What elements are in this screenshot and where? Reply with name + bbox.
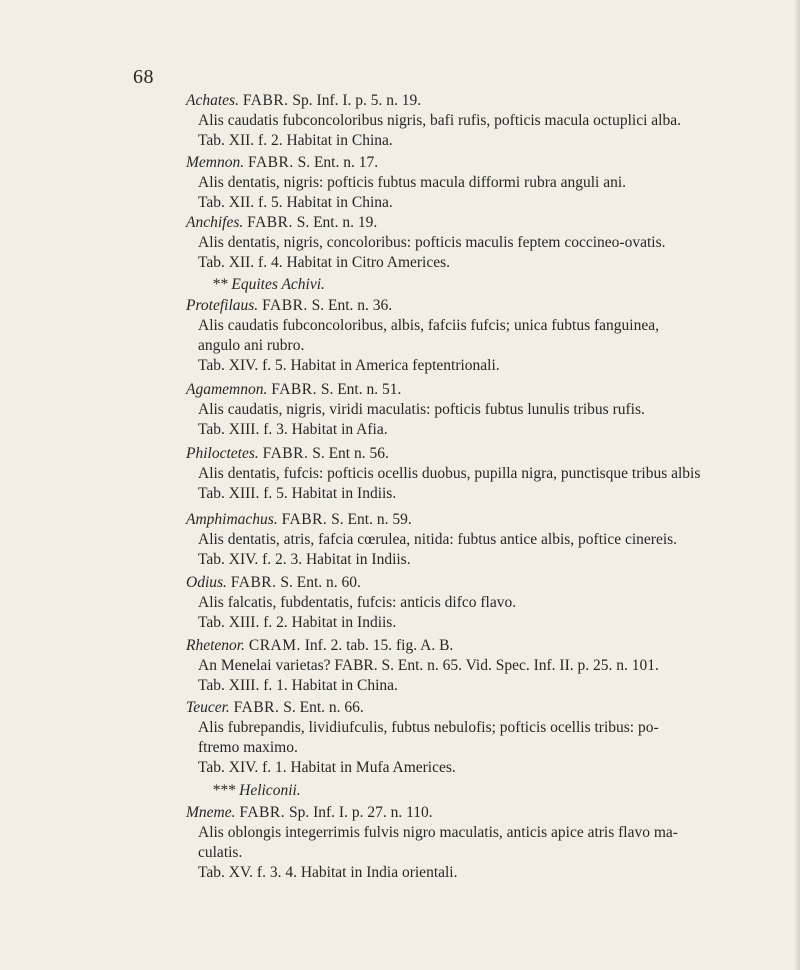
species-name: Philoctetes. (186, 445, 259, 462)
reference-citation: S. Ent. n. 19. (296, 214, 378, 231)
species-description-line: An Menelai varietas? FABR. S. Ent. n. 65. Vid. Spec. Inf. II. p. 25. n. 101. (198, 657, 659, 674)
species-description-line: Tab. XIII. f. 3. Habitat in Afia. (198, 421, 388, 438)
species-description-line: angulo ani rubro. (198, 337, 305, 354)
author-abbrev: FABR. (247, 214, 293, 231)
species-description-line: Alis dentatis, fufcis: pofticis ocellis duobus, pupilla nigra, punctisque tribus albis (198, 465, 701, 482)
species-description-line: Alis fubrepandis, lividiufculis, fubtus nebulofis; pofticis ocellis tribus: po- (198, 719, 659, 736)
section-heading-text: *** Heliconii. (212, 782, 301, 799)
species-heading (186, 91, 421, 111)
species-name: Odius. (186, 574, 227, 591)
species-heading (186, 636, 453, 656)
species-description-line: ftremo maximo. (198, 739, 298, 756)
species-description-line: Alis dentatis, nigris, concoloribus: pofticis maculis feptem coccineo-ovatis. (198, 234, 666, 251)
species-description-line: Tab. XII. f. 5. Habitat in China. (198, 194, 393, 211)
species-heading (186, 510, 412, 530)
section-heading-text: ** Equites Achivi. (212, 276, 325, 293)
reference-citation: S. Ent. n. 59. (331, 511, 412, 528)
author-abbrev: FABR. (262, 297, 308, 314)
author-abbrev: FABR. (271, 381, 317, 398)
reference-citation: S. Ent. n. 60. (280, 574, 361, 591)
reference-citation: S. Ent n. 56. (312, 445, 389, 462)
species-heading (186, 380, 401, 400)
page-edge-shadow (794, 0, 800, 970)
page-number: 68 (133, 66, 154, 88)
species-heading (186, 573, 361, 593)
species-name: Agamemnon. (186, 381, 268, 398)
section-heading (212, 781, 301, 801)
author-abbrev: CRAM. (248, 637, 301, 654)
species-heading (186, 444, 389, 464)
species-description-line: Alis oblongis integerrimis fulvis nigro maculatis, anticis apice atris flavo ma- (198, 824, 678, 841)
species-name: Memnon. (186, 154, 245, 171)
species-description-line: Tab. XV. f. 3. 4. Habitat in India orientali. (198, 864, 458, 881)
species-description-line: Tab. XIII. f. 5. Habitat in Indiis. (198, 485, 397, 502)
species-heading (186, 296, 392, 316)
species-description-line: Tab. XIV. f. 1. Habitat in Mufa Americes. (198, 759, 456, 776)
reference-citation: Sp. Inf. I. p. 27. n. 110. (288, 804, 433, 821)
species-name: Protefilaus. (186, 297, 259, 314)
species-name: Teucer. (186, 699, 230, 716)
species-description-line: Alis caudatis fubconcoloribus nigris, bafi rufis, pofticis macula octuplici alba. (198, 112, 681, 129)
section-heading (212, 275, 325, 295)
author-abbrev: FABR. (262, 445, 309, 462)
species-description-line: Tab. XIV. f. 2. 3. Habitat in Indiis. (198, 551, 411, 568)
reference-citation: S. Ent. n. 17. (297, 154, 379, 171)
species-heading (186, 803, 433, 823)
species-description-line: Alis falcatis, fubdentatis, fufcis: anticis difco flavo. (198, 594, 517, 611)
author-abbrev: FABR. (230, 574, 277, 591)
species-description-line: Alis caudatis, nigris, viridi maculatis: pofticis fubtus lunulis tribus rufis. (198, 401, 645, 418)
author-abbrev: FABR. (281, 511, 328, 528)
species-name: Amphimachus. (186, 511, 278, 528)
species-description-line: Alis dentatis, atris, fafcia cœrulea, nitida: fubtus antice albis, poftice cinereis. (198, 531, 678, 548)
author-abbrev: FABR. (239, 804, 286, 821)
species-description-line: Alis caudatis fubconcoloribus, albis, fafciis fufcis; unica fubtus fanguinea, (198, 317, 659, 334)
author-abbrev: FABR. (248, 154, 294, 171)
author-abbrev: FABR. (233, 699, 280, 716)
species-name: Anchifes. (186, 214, 244, 231)
species-description-line: Tab. XII. f. 4. Habitat in Citro Americes. (198, 254, 451, 271)
reference-citation: Sp. Inf. I. p. 5. n. 19. (292, 92, 422, 109)
reference-citation: S. Ent. n. 36. (311, 297, 393, 314)
species-heading (186, 213, 377, 233)
species-description-line: Tab. XIII. f. 2. Habitat in Indiis. (198, 614, 397, 631)
reference-citation: Inf. 2. tab. 15. fig. A. B. (304, 637, 454, 654)
species-description-line: Tab. XII. f. 2. Habitat in China. (198, 132, 393, 149)
species-name: Mneme. (186, 804, 236, 821)
species-description-line: culatis. (198, 844, 243, 861)
species-heading (186, 698, 364, 718)
reference-citation: S. Ent. n. 66. (283, 699, 364, 716)
species-description-line: Tab. XIV. f. 5. Habitat in America feptentrionali. (198, 357, 500, 374)
species-heading (186, 153, 378, 173)
species-description-line: Alis dentatis, nigris: pofticis fubtus macula difformi rubra anguli ani. (198, 174, 627, 191)
species-description-line: Tab. XIII. f. 1. Habitat in China. (198, 677, 398, 694)
species-name: Rhetenor. (186, 637, 245, 654)
author-abbrev: FABR. (242, 92, 289, 109)
reference-citation: S. Ent. n. 51. (320, 381, 402, 398)
species-name: Achates. (186, 92, 239, 109)
